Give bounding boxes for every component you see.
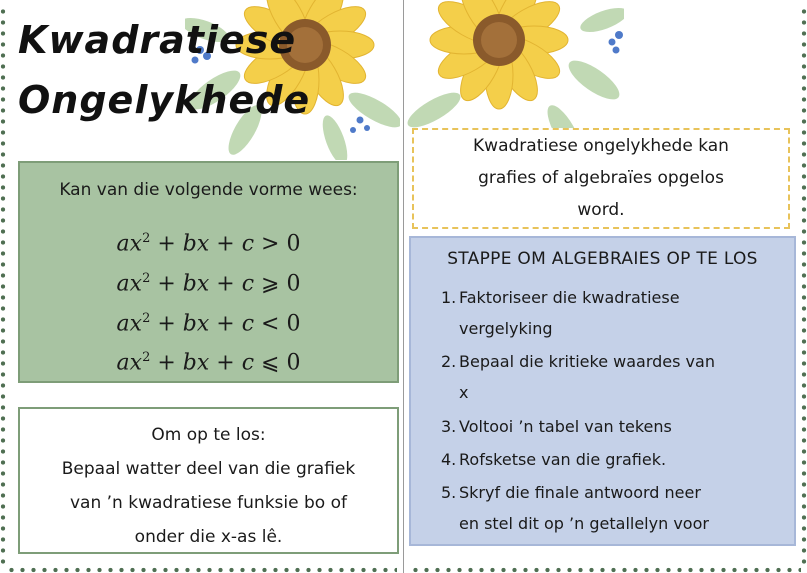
step-text: Rofsketse van die grafiek.: [459, 450, 667, 469]
step-number: 1.: [441, 288, 457, 307]
step-text: Bepaal die kritieke waardes van: [459, 352, 715, 371]
dotted-border-right: [801, 6, 807, 567]
steps-heading: STAPPE OM ALGEBRAIES OP TE LOS: [447, 249, 758, 269]
step-3: [441, 411, 784, 442]
step-number: 4.: [441, 450, 457, 469]
inequality-3: $ax^2$ + bx + c < 0: [116, 311, 301, 337]
intro-line-2: grafies of algebraïes opgelos: [478, 168, 724, 188]
forms-box: [18, 161, 399, 383]
inequality-4: $ax^2$ + bx + c ⩽ 0: [116, 350, 301, 376]
step-text-cont: en stel dit op ’n getallelyn voor: [459, 514, 709, 533]
solve-line-3: van ’n kwadratiese funksie bo of: [70, 493, 347, 513]
dotted-border-bottom-right: [410, 567, 801, 573]
step-text-cont: x: [459, 383, 469, 402]
step-number: 3.: [441, 417, 457, 436]
steps-box: [409, 236, 796, 546]
step-number: 5.: [441, 483, 457, 502]
step-text: Skryf die finale antwoord neer: [459, 483, 701, 502]
step-number: 2.: [441, 352, 457, 371]
step-4: [441, 444, 784, 475]
step-1: [441, 282, 784, 344]
step-text: Voltooi ’n tabel van tekens: [459, 417, 672, 436]
solve-box: [18, 407, 399, 554]
step-5: [441, 477, 784, 539]
intro-line-3: word.: [577, 200, 625, 220]
forms-lead: Kan van die volgende vorme wees:: [59, 180, 358, 200]
intro-box: [412, 128, 790, 229]
step-text-cont: vergelyking: [459, 319, 553, 338]
left-page: [0, 0, 403, 573]
title-line-2: Ongelykhede: [18, 78, 311, 122]
title-line-1: Kwadratiese: [18, 18, 297, 62]
step-text: Faktoriseer die kwadratiese: [459, 288, 680, 307]
step-2: [441, 346, 784, 408]
solve-line-4: onder die x-as lê.: [134, 527, 283, 547]
right-page: [404, 0, 807, 573]
dotted-border-bottom: [6, 567, 397, 573]
solve-line-2: Bepaal watter deel van die grafiek: [61, 459, 356, 479]
intro-line-1: Kwadratiese ongelykhede kan: [473, 136, 729, 156]
dotted-border-left: [0, 6, 6, 567]
inequality-2: $ax^2$ + bx + c ⩾ 0: [116, 271, 301, 297]
solve-line-1: Om op te los:: [151, 425, 266, 445]
inequality-1: $ax^2$ + bx + c > 0: [116, 231, 301, 257]
